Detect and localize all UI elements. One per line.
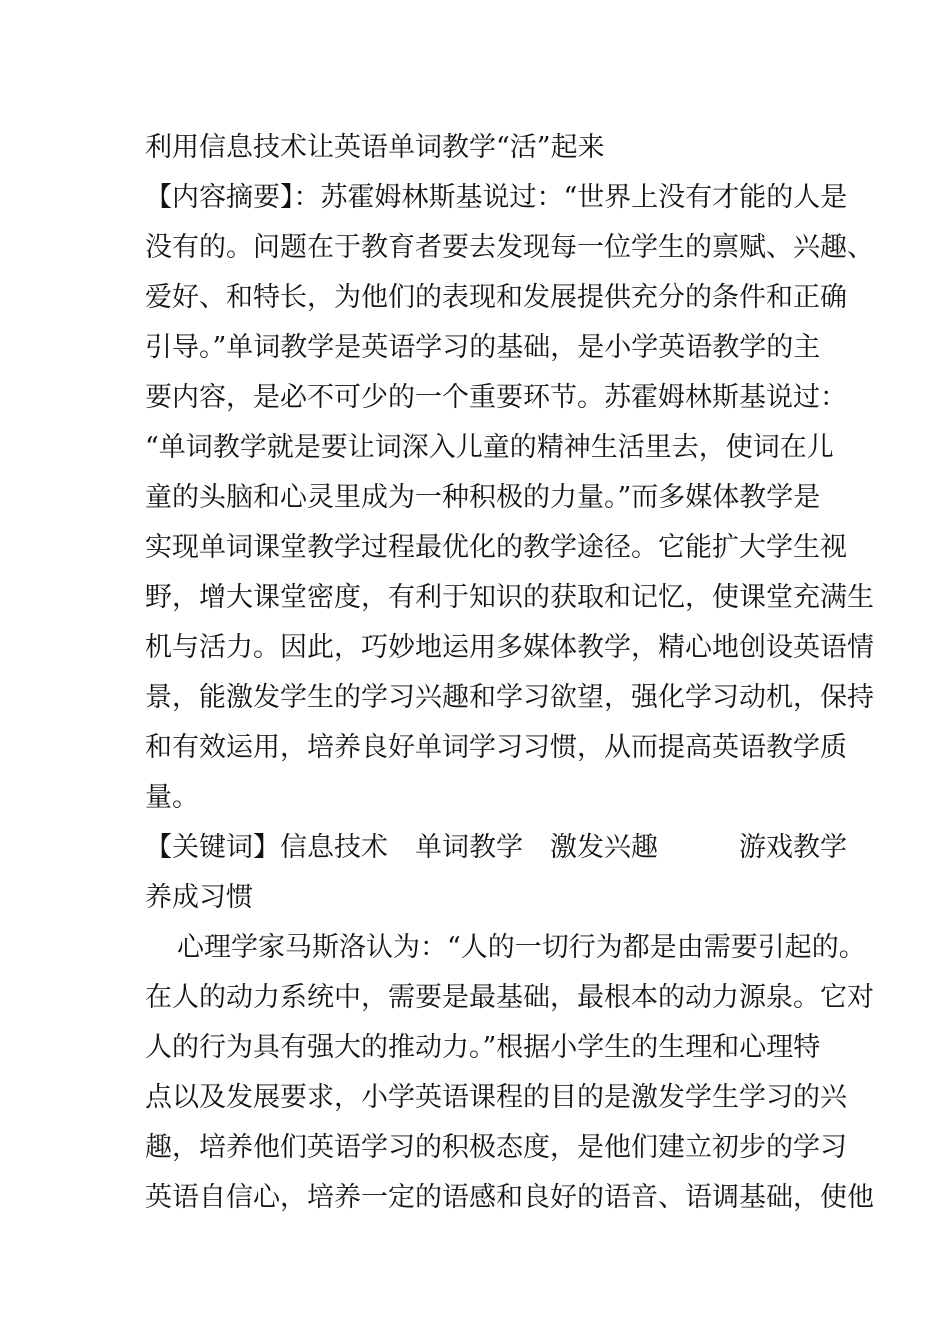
body-line: 在人的动力系统中，需要是最基础，最根本的动力源泉。它对 [145,982,874,1013]
abstract-line: 野，增大课堂密度，有利于知识的获取和记忆，使课堂充满生 [145,582,874,613]
abstract-line: 引导。”单词教学是英语学习的基础，是小学英语教学的主 [145,332,821,363]
abstract-line: 和有效运用，培养良好单词学习习惯，从而提高英语教学质 [145,732,847,763]
abstract-line: 【内容摘要】：苏霍姆林斯基说过：“世界上没有才能的人是 [145,182,848,213]
body-line: 英语自信心，培养一定的语感和良好的语音、语调基础，使他 [145,1182,874,1213]
body-line: 趣，培养他们英语学习的积极态度，是他们建立初步的学习 [145,1132,847,1163]
abstract-line: 景，能激发学生的学习兴趣和学习欲望，强化学习动机，保持 [145,682,874,713]
abstract-line: 实现单词课堂教学过程最优化的教学途径。它能扩大学生视 [145,532,847,563]
body-line: 心理学家马斯洛认为：“人的一切行为都是由需要引起的。 [177,932,866,963]
abstract-line: 童的头脑和心灵里成为一种积极的力量。”而多媒体教学是 [145,482,821,513]
abstract-line: 爱好、和特长，为他们的表现和发展提供充分的条件和正确 [145,282,847,313]
abstract-section [145,173,874,823]
abstract-line: 机与活力。因此，巧妙地运用多媒体教学，精心地创设英语情 [145,632,874,663]
abstract-line: 没有的。问题在于教育者要去发现每一位学生的禀赋、兴趣、 [145,232,874,263]
abstract-line: 要内容，是必不可少的一个重要环节。苏霍姆林斯基说过： [145,382,847,413]
document-body [145,123,874,1223]
abstract-line: “单词教学就是要让词深入儿童的精神生活里去，使词在儿 [145,432,834,463]
keywords-line: 养成习惯 [145,882,253,913]
body-line: 点以及发展要求，小学英语课程的目的是激发学生学习的兴 [145,1082,847,1113]
document-title: 利用信息技术让英语单词教学“活”起来 [145,132,605,163]
keywords-section [145,823,847,923]
abstract-line: 量。 [145,782,199,813]
keywords-line: 【关键词】信息技术 单词教学 激发兴趣 游戏教学 [145,832,847,863]
body-paragraph [145,923,874,1223]
body-line: 人的行为具有强大的推动力。”根据小学生的生理和心理特 [145,1032,821,1063]
